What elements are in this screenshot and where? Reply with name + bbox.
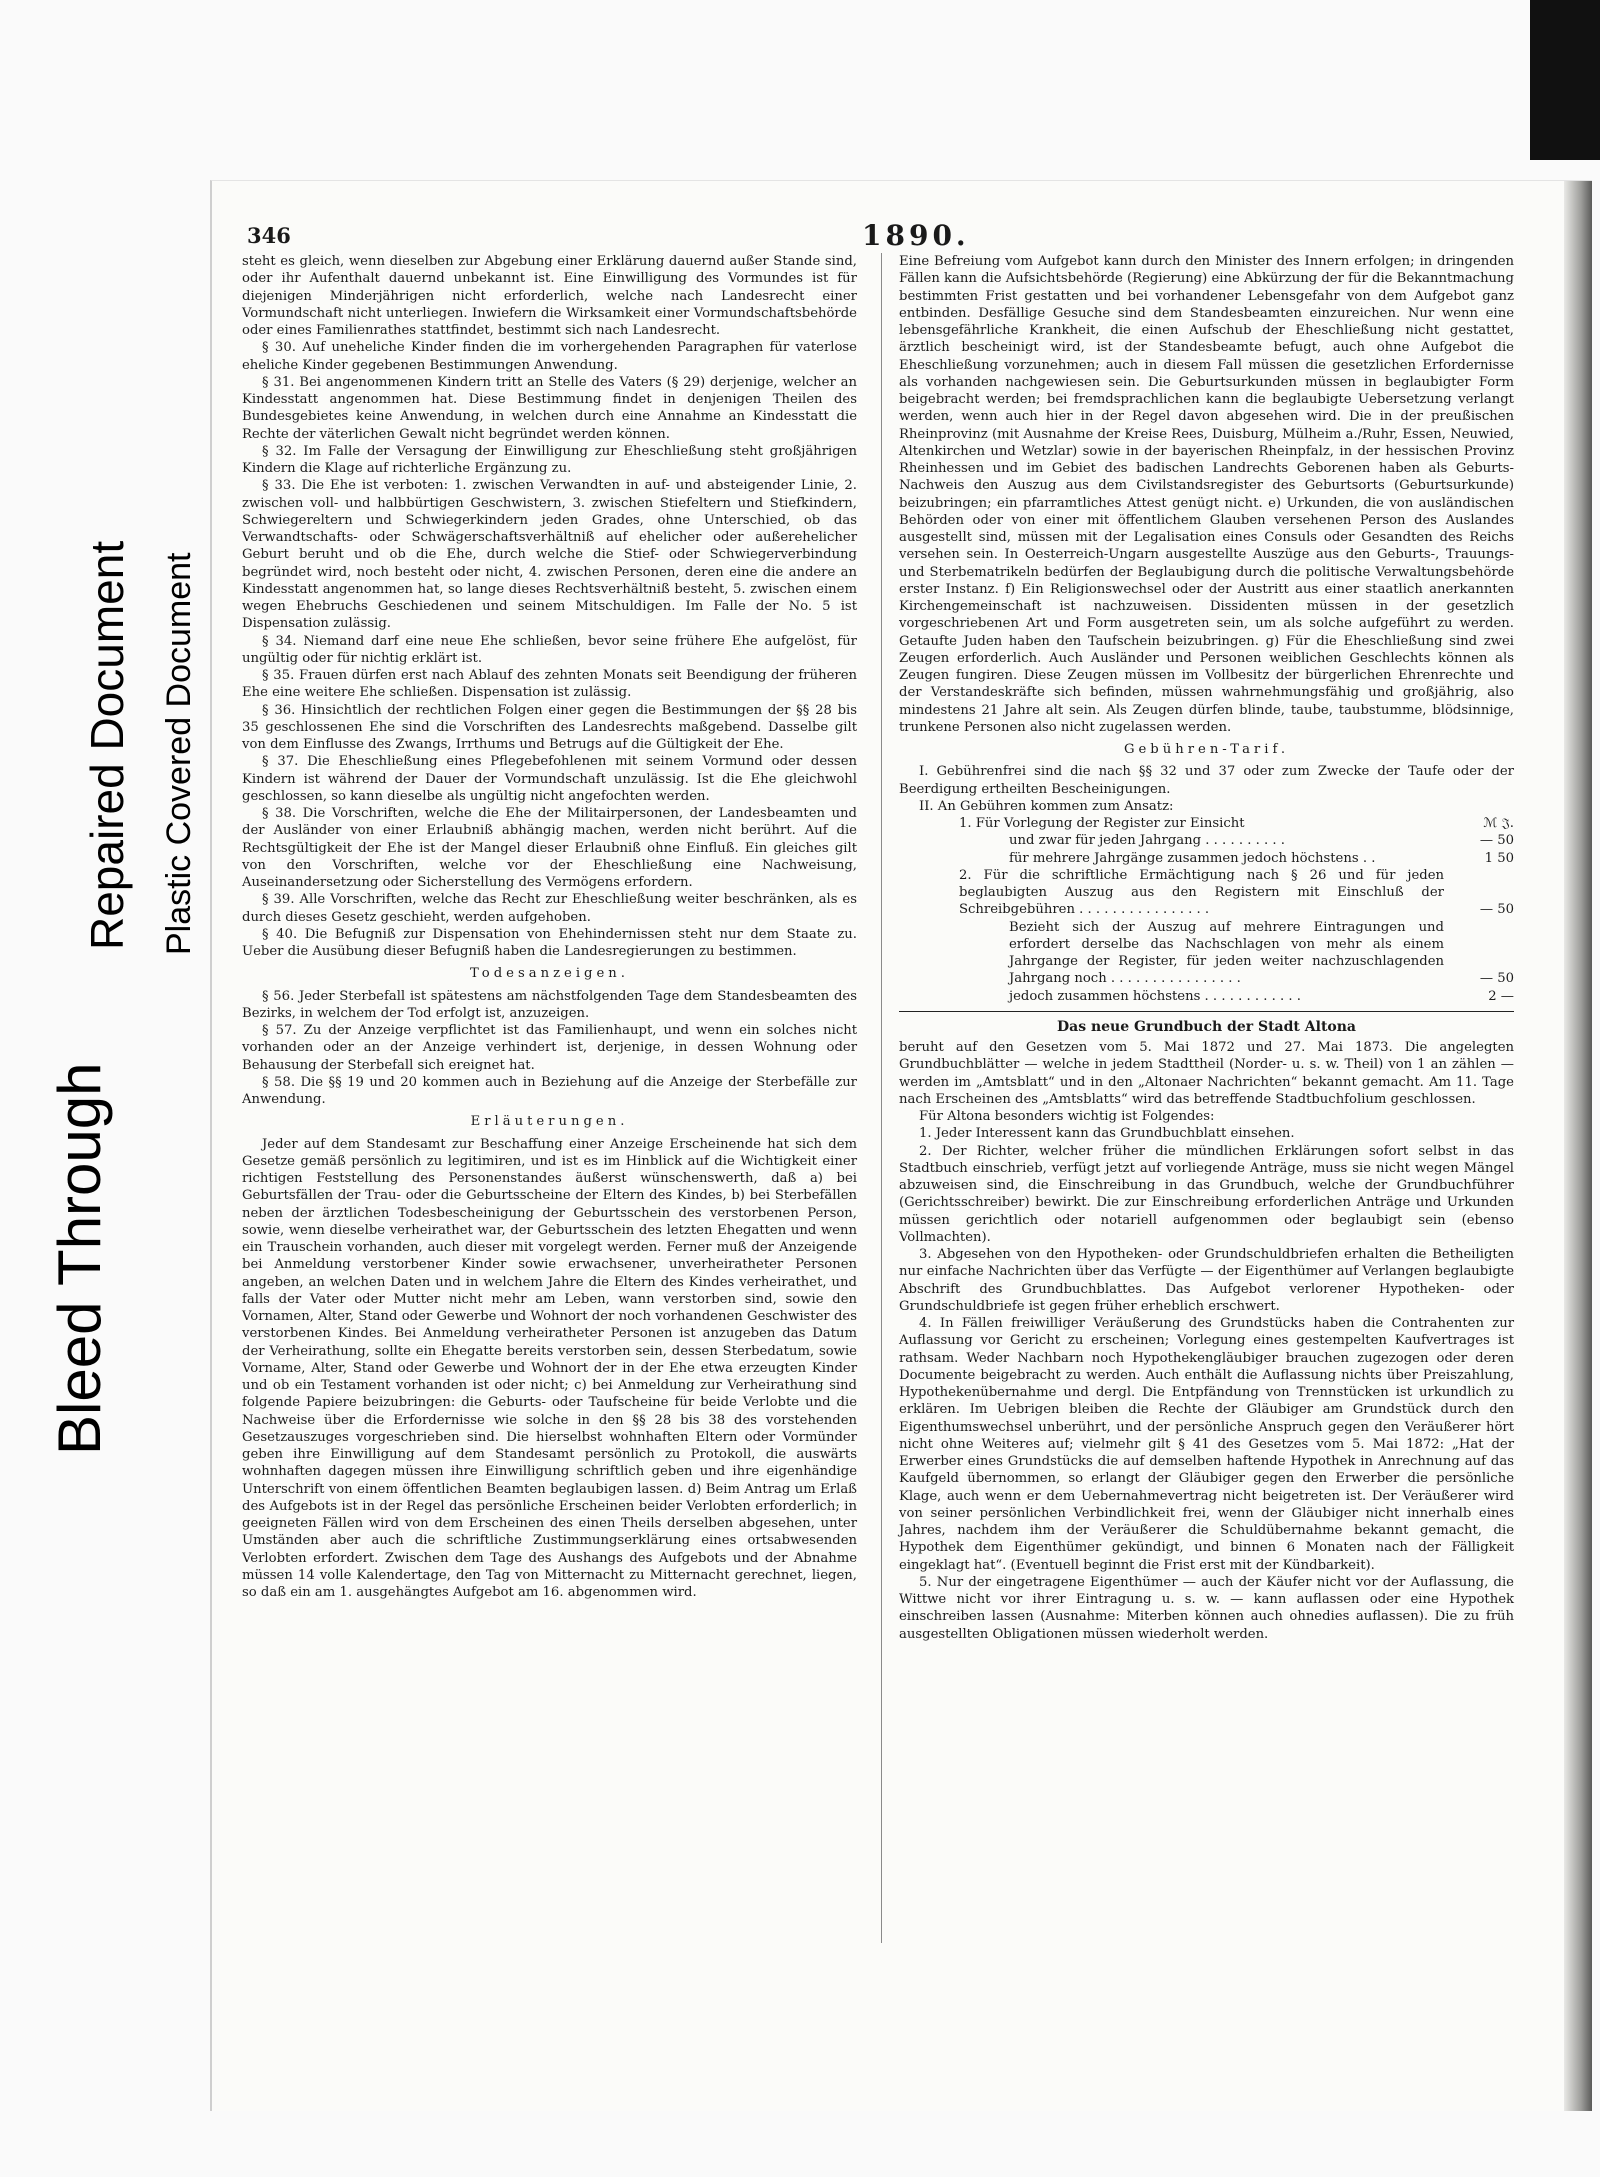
tariff-amount: — 50 <box>1479 833 1514 849</box>
section-heading: Todesanzeigen. <box>470 966 629 982</box>
law-paragraph: § 56. Jeder Sterbefall ist spätestens am nächstfolgenden Tage dem Standesbeamten des Bezirks, in welchem der Tod erfolgt ist, anzuzeigen. <box>242 988 857 1021</box>
tariff-amount: — 50 <box>1479 902 1514 918</box>
tariff-row <box>899 815 1514 832</box>
tariff-row <box>899 850 1514 867</box>
altona-item: 3. Abgesehen von den Hypotheken- oder Grundschuldbriefen erhalten die Betheiligten nur einfache Nachrichten über das Verfügte — der Eigenthümer auf Verlangen beglaubigte Abschrift des Grundbuchblattes. Das Aufgebot verlorener Hypotheken- oder Grundschuldbriefe ist gegen früher erheblich erschwert. <box>899 1247 1514 1314</box>
altona-item: 4. In Fällen freiwilliger Veräußerung des Grundstücks haben die Contrahenten zur Auflassung vor Gericht zu erscheinen; Vorlegung eines gestempelten Kaufvertrages ist rathsam. Weder Nachbarn noch Hypothekengläubiger brauchen zugezogen oder deren Documente beigebracht zu werden. Auch enthält die Auflassung nichts über Preiszahlung, Hypothekenübernahme und dergl. Die Entpfändung von Trennstücken ist urkundlich zu erklären. Im Uebrigen bleiben die Rechte der Gläubiger am Grundstück durch den Eigenthumswechsel unberührt, und der persönliche Anspruch gegen den Veräußerer hört nicht ohne Weiteres auf; vielmehr gilt § 41 des Gesetzes vom 5. Mai 1872: „Hat der Erwerber eines Grundstücks die auf demselben haftende Hypothek in Anrechnung auf das Kaufgeld übernommen, so erlangt der Gläubiger gegen den Erwerber die persönliche Klage, auch wenn er dem Uebernahmevertrag nicht beigetreten ist. Der Veräußerer wird von seiner persönlichen Verbindlichkeit frei, wenn der Gläubiger nicht innerhalb eines Jahres, nachdem ihm der Veräußerer die Schuldübernahme bekannt gemacht, die Hypothek dem Eigenthümer gekündigt, und binnen 6 Monaten nach der Fälligkeit eingeklagt hat“. (Eventuell beginnt die Frist erst mit der Kündbarkeit). <box>899 1316 1514 1573</box>
altona-item: 1. Jeder Interessent kann das Grundbuchblatt einsehen. <box>919 1126 1295 1142</box>
law-paragraph: § 37. Die Eheschließung eines Pflegebefohlenen mit seinem Vormund oder dessen Kindern ist während der Dauer der Vormundschaft unzulässig. Ist die Ehe gleichwohl geschlossen, so kann dieselbe als ungültig nicht angefochten werden. <box>242 754 857 804</box>
tariff-item-i: I. Gebührenfrei sind die nach §§ 32 und 37 oder zum Zwecke der Taufe oder der Beerdigung ertheilten Bescheinigungen. <box>899 764 1514 797</box>
tariff-row <box>899 867 1514 919</box>
scanned-page <box>210 180 1592 2111</box>
law-paragraph: § 34. Niemand darf eine neue Ehe schließen, bevor seine frühere Ehe aufgelöst, für ungültig oder für nichtig erklärt ist. <box>242 633 857 666</box>
altona-item: 5. Nur der eingetragene Eigenthümer — auch der Käufer nicht vor der Auflassung, die Wittwe nicht vor ihrer Eintragung u. s. w. — kann auflassen oder eine Hypothek einschreiben lassen (Ausnahme: Miterben können auch ohnedies auflassen). Die zu früh ausgestellten Obligationen müssen wiederholt werden. <box>899 1574 1514 1642</box>
tariff-row <box>899 832 1514 849</box>
law-paragraph: § 33. Die Ehe ist verboten: 1. zwischen Verwandten in auf- und absteigender Linie, 2. zwischen voll- und halbbürtigen Geschwistern, 3. zwischen Stiefeltern und Stiefkindern, Schwiegereltern und Schwiegerkindern jeden Grades, ohne Unterschied, ob das Verwandtschafts- oder Schwägerschaftsverhältniß auf ehelicher oder außerehelicher Geburt beruht und ob die Ehe, durch welche die Stief- oder Schwiegerverbindung begründet wird, noch besteht oder nicht, 4. zwischen Personen, deren eine die andere an Kindesstatt angenommen hat, so lange dieses Rechtsverhältniß besteht, 5. zwischen einem wegen Ehebruchs Geschiedenen und seinem Mitschuldigen. Im Falle der No. 5 ist Dispensation zulässig. <box>242 478 857 632</box>
section-heading: Erläuterungen. <box>470 1114 629 1130</box>
law-paragraph: § 35. Frauen dürfen erst nach Ablauf des zehnten Monats seit Beendigung der früheren Ehe eine weitere Ehe schließen. Dispensation ist zulässig. <box>242 668 857 701</box>
tariff-label: und zwar für jeden Jahrgang . . . . . . . . . . <box>1009 833 1285 849</box>
law-paragraph: § 38. Die Vorschriften, welche die Ehe der Militairpersonen, der Landesbeamten und der Ausländer von einer Erlaubniß abhängig machen, werden nicht berührt. Auf die Rechtsgültigkeit der Ehe ist der Mangel dieser Erlaubniß ohne Einfluß. Ein gleiches gilt von den Vorschriften, welche vor der Eheschließung eine Nachweisung, Auseinandersetzung oder Sicherstellung des Vermögens erfordern. <box>242 806 857 890</box>
label-bleed-through: Bleed Through <box>46 1062 113 1455</box>
tariff-label: Bezieht sich der Auszug auf mehrere Eintragungen und erfordert derselbe das Nachschlagen von mehr als einem Jahrgange der Register, für jeden weiter nachzuschlagenden Jahrgang noch . . . . . . . . . . . . . . . . <box>1009 919 1444 987</box>
tariff-currency-header: ℳ 𝔍. <box>1483 816 1514 831</box>
law-paragraph: § 31. Bei angenommenen Kindern tritt an Stelle des Vaters (§ 29) derjenige, welcher an Kindesstatt angenommen hat. Diese Bestimmung findet in denjenigen Theilen des Bundesgebietes keine Anwendung, in welchen durch eine Annahme an Kindesstatt die Rechte der väterlichen Gewalt nicht begründet werden können. <box>242 374 857 442</box>
page-number: 346 <box>247 223 291 248</box>
tariff-amount: 1 50 <box>1484 850 1514 866</box>
law-paragraph: § 58. Die §§ 19 und 20 kommen auch in Beziehung auf die Anzeige der Sterbefälle zur Anwendung. <box>242 1074 857 1107</box>
tariff-amount: — 50 <box>1479 971 1514 987</box>
law-paragraph: § 40. Die Befugniß zur Dispensation von Ehehindernissen steht nur dem Staate zu. Ueber die Ausübung dieser Befugniß haben die Landesregierungen zu bestimmen. <box>242 926 857 959</box>
right-column <box>899 253 1514 1643</box>
tariff-row <box>899 988 1514 1005</box>
tariff-heading: Gebühren-Tarif. <box>1123 742 1290 757</box>
law-paragraph: Jeder auf dem Standesamt zur Beschaffung einer Anzeige Erscheinende hat sich dem Gesetze gemäß persönlich zu legitimiren, und ist es im Hinblick auf die Wichtigkeit einer richtigen Feststellung des Personenstandes äußerst wünschenswerth, daß a) bei Geburtsfällen der Trau- oder die Geburtsscheine der Eltern des Kindes, b) bei Sterbefällen neben der ärztlichen Todesbescheinigung der Geburtsschein des verstorbenen Person, sowie, wenn dieselbe verheirathet war, der Geburtsschein des letzten Ehegatten und wenn ein Trauschein vorhanden, auch dieser mit vorgelegt werden. Ferner muß der Anzeigende bei Anmeldung verstorbener Kinder sowie erwachsener, unverheiratheter Personen angeben, an welchen Daten und in welchem Jahre die Eltern des Kindes verheirathet, und falls der Vater oder Mutter nicht mehr am Leben, wann verstorben sind, sowie den Vornamen, Alter, Stand oder Gewerbe und Wohnort der noch vorhandenen Geschwister des verstorbenen Kindes. Bei Anmeldung verheiratheter Personen ist anzugeben das Datum der Verheirathung, sollte ein Ehegatte bereits verstorben sein, dessen Sterbedatum, sowie Vorname, Alter, Stand oder Gewerbe und Wohnort der in der Ehe etwa erzeugten Kinder und ob ein Testament vorhanden ist oder nicht; c) bei Anmeldung zur Verheirathung sind folgende Papiere beizubringen: die Geburts- oder Taufscheine für beide Verlobte und die Nachweise über die Erfordernisse wie solche in den §§ 28 bis 38 des vorstehenden Gesetzauszuges vorgeschrieben sind. Die hierselbst wohnhaften Eltern oder Vormünder geben ihre Einwilligung auf dem Standesamt persönlich zu Protokoll, die auswärts wohnhaften dagegen müssen ihre Einwilligung schriftlich geben und ihre eigenhändige Unterschrift von einem öffentlichen Beamten beglaubigen lassen. d) Beim Antrag um Erlaß des Aufgebots ist in der Regel das persönliche Erscheinen beider Verlobten erforderlich; in geeigneten Fällen wird von dem Erscheinen des einen Theils derselben abgesehen, unter Umständen aber auch die schriftliche Zustimmungserklärung eines ortsabwesenden Verlobten erfordert. Zwischen dem Tage des Aushangs des Aufgebots und der Abnahme müssen 14 volle Kalendertage, den Tag von Mitternacht zu Mitternacht gerechnet, liegen, so daß ein am 1. ausgehängtes Aufgebot am 16. abgenommen wird. <box>242 1136 857 1600</box>
altona-item: 2. Der Richter, welcher früher die mündlichen Erklärungen sofort selbst in das Stadtbuch einschrieb, verfügt jetzt auf vorliegende Anträge, muss sie nicht wegen Mängel abzuweisen sind, die Einschreibung in das Grundbuch, welche der Grundbuchführer (Gerichtsschreiber) bewirkt. Die zur Einschreibung erforderlichen Anträge und Urkunden müssen gerichtlich oder notariell aufgenommen oder beglaubigt sein (ebenso Vollmachten). <box>899 1143 1514 1245</box>
tariff-row <box>899 919 1514 988</box>
tariff-label: 2. Für die schriftliche Ermächtigung nach § 26 und für jeden beglaubigten Auszug aus den Registern mit Einschluß der Schreibgebühren . . . . . . . . . . . . . . . . <box>959 867 1444 918</box>
page-year-header: 1890. <box>862 219 970 252</box>
altona-note: Für Altona besonders wichtig ist Folgendes: <box>919 1109 1215 1124</box>
law-paragraph: § 57. Zu der Anzeige verpflichtet ist das Familienhaupt, und wenn ein solches nicht vorhanden oder an der Anzeige verhindert ist, derjenige, in dessen Wohnung oder Behausung der Sterbefall sich ereignet hat. <box>242 1023 857 1073</box>
tariff-label: für mehrere Jahrgänge zusammen jedoch höchstens . . <box>1009 850 1376 866</box>
law-paragraph: § 30. Auf uneheliche Kinder finden die im vorhergehenden Paragraphen für vaterlose eheliche Kinder gegebenen Bestimmungen Anwendung. <box>242 340 857 373</box>
law-paragraph: § 32. Im Falle der Versagung der Einwilligung zur Eheschließung steht großjährigen Kindern die Klage auf richterliche Ergänzung zu. <box>242 443 857 476</box>
page-fold-shadow <box>1564 181 1592 2111</box>
label-plastic-covered: Plastic Covered Document <box>160 552 198 955</box>
left-column <box>242 253 857 1601</box>
tariff-label: 1. Für Vorlegung der Register zur Einsicht <box>959 816 1245 831</box>
law-paragraph: § 36. Hinsichtlich der rechtlichen Folgen einer gegen die Bestimmungen der §§ 28 bis 35 geschlossenen Ehe sind die Vorschriften des Landesrechts maßgebend. Dasselbe gilt von dem Einflusse des Zwangs, Irrthums und Betrugs auf die Gültigkeit der Ehe. <box>242 702 857 752</box>
aufgebot-paragraph: Eine Befreiung vom Aufgebot kann durch den Minister des Innern erfolgen; in dringenden Fällen kann die Aufsichtsbehörde (Regierung) eine Abkürzung der für die Bekanntmachung bestimmten Frist gestatten und bei vorhandener Lebensgefahr von dem Aufgebot ganz entbinden. Desfällige Gesuche sind dem Standesbeamten einzureichen. Nur wenn eine lebensgefährliche Krankheit, die einen Aufschub der Eheschließung nicht gestattet, ärztlich bescheinigt wird, ist der Standesbeamte befugt, auch ohne Aufgebot die Eheschließung vorzunehmen; auch in diesem Fall müssen die gesetzlichen Erfordernisse als vorhanden nachgewiesen sein. Die Geburtsurkunden müssen in beglaubigter Form beigebracht werden; bei fremdsprachlichen kann die beglaubigte Uebersetzung verlangt werden, wenn auch hier in der Regel davon abgesehen wird. Die in der preußischen Rheinprovinz (mit Ausnahme der Kreise Rees, Duisburg, Mülheim a./Ruhr, Essen, Neuwied, Altenkirchen und Wetzlar) sowie in der bayerischen Rheinpfalz, in der hessischen Provinz Rheinhessen und im Gebiet des badischen Landrechts Geborenen haben als Geburts-Nachweis den Auszug aus dem Civilstandsregister des Geburtsorts (Geburtsurkunde) beizubringen; ein pfarramtliches Attest genügt nicht. e) Urkunden, die von ausländischen Behörden oder von einer mit öffentlichem Glauben versehenen Person des Auslandes ausgestellt sind, müssen mit der Legalisation eines Consuls oder Gesandten des Reichs versehen sein. In Oesterreich-Ungarn ausgestellte Auszüge aus den Geburts-, Trauungs- und Sterbematrikeln bedürfen der Beglaubigung durch die politische Verwaltungsbehörde erster Instanz. f) Ein Religionswechsel oder der Austritt aus einer staatlich anerkannten Kirchengemeinschaft ist nachzuweisen. Dissidenten müssen in der gesetzlich vorgeschriebenen Art und Form ausgetreten sein, um als solche aufgeführt zu werden. Getaufte Juden haben den Taufschein beizubringen. g) Für die Eheschließung sind zwei Zeugen erforderlich. Auch Ausländer und Personen weiblichen Geschlechts können als Zeugen fungiren. Diese Zeugen müssen im Vollbesitz der bürgerlichen Ehrenrechte und der Verstandeskräfte sich befinden, müssen wahrnehmungsfähig und großjährig, also mindestens 21 Jahre alt sein. Als Zeugen dürfen blinde, taube, taubstumme, blödsinnige, trunkene Personen also nicht zugelassen werden. <box>899 254 1514 735</box>
column-divider <box>881 253 882 1943</box>
tariff-item-ii: II. An Gebühren kommen zum Ansatz: <box>919 798 1174 814</box>
altona-intro: beruht auf den Gesetzen vom 5. Mai 1872 und 27. Mai 1873. Die angelegten Grundbuchblätter — welche in jedem Stadttheil (Norder- u. s. w. Theil) von 1 an zählen — werden im „Amtsblatt“ und in den „Altonaer Nachrichten“ bekannt gemacht. Am 11. Tage nach Erscheinen des „Amtsblatts“ wird das betreffende Stadtbuchfolium geschlossen. <box>899 1040 1514 1107</box>
label-repaired-document: Repaired Document <box>81 540 133 950</box>
altona-heading: Das neue Grundbuch der Stadt Altona <box>1057 1018 1356 1035</box>
scan-edge-shadow <box>1530 0 1600 160</box>
law-paragraph: § 39. Alle Vorschriften, welche das Recht zur Eheschließung weiter beschränken, als es durch dieses Gesetz geschieht, werden aufgehoben. <box>242 892 857 925</box>
tariff-amount: 2 — <box>1488 988 1514 1004</box>
section-rule <box>899 1011 1514 1012</box>
law-paragraph: steht es gleich, wenn dieselben zur Abgebung einer Erklärung dauernd außer Stande sind, oder ihr Aufenthalt dauernd unbekannt ist. Eine Einwilligung des Vormundes ist für diejenigen Minderjährigen nicht erforderlich, welche nach Landesrecht einer Vormundschaft nicht unterliegen. Inwiefern die Wirksamkeit einer Vormundschaftsbehörde oder eines Familienrathes stattfindet, bestimmt sich nach Landesrecht. <box>242 254 857 338</box>
tariff-label: jedoch zusammen höchstens . . . . . . . . . . . . <box>1009 988 1301 1004</box>
